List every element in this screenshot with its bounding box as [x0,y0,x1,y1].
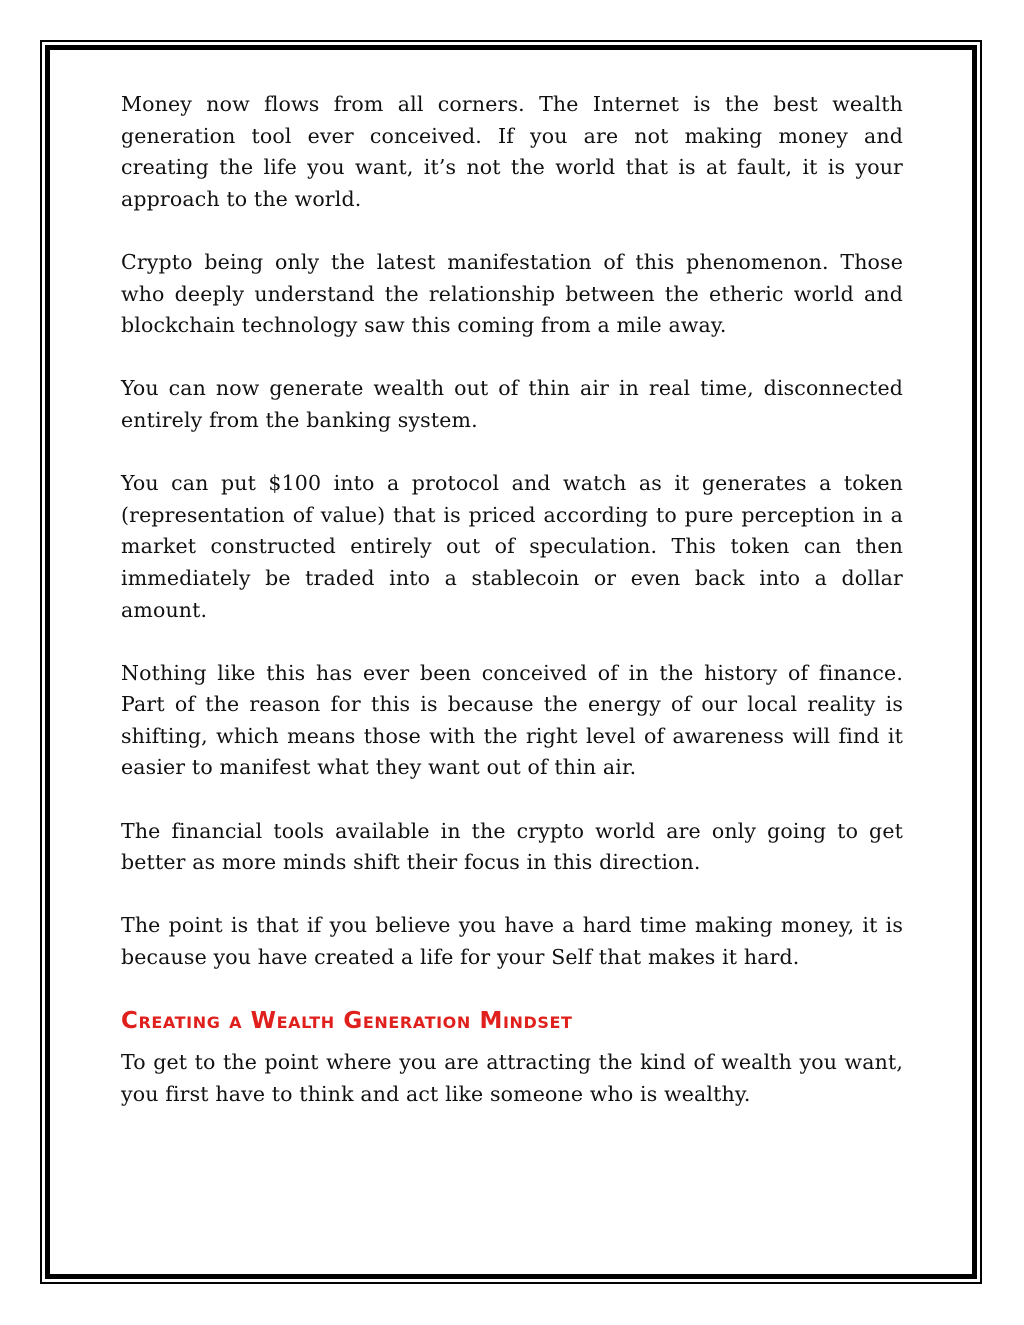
document-body [121,89,903,1142]
paragraph-closing: To get to the point where you are attracting the kind of wealth you want, you first have to think and act like someone who is wealthy. [121,1050,903,1106]
paragraph-thin-air: You can now generate wealth out of thin air in real time, disconnected entirely from the banking system. [121,376,903,432]
paragraph-crypto-phenomenon: Crypto being only the latest manifestation of this phenomenon. Those who deeply understand the relationship between the etheric world and blockchain technology saw this coming from a mile away. [121,249,903,338]
paragraph-internet-wealth: Money now flows from all corners. The Internet is the best wealth generation tool ever conceived. If you are not making money and creating the life you want, it’s not the world that is at fault, it is your approach to the world. [121,92,903,211]
paragraph-financial-tools: The financial tools available in the crypto world are only going to get better as more minds shift their focus in this direction. [121,818,903,875]
paragraph-history-finance: Nothing like this has ever been conceived of in the history of finance. Part of the reason for this is because the energy of our local reality is shifting, which means those with the right level of awareness will find it easier to manifest what they want out of thin air. [121,660,903,780]
paragraph-protocol-token: You can put $100 into a protocol and watch as it generates a token (representation of value) that is priced according to pure perception in a market constructed entirely out of speculation. This token can then immediately be traded into a stablecoin or even back into a dollar amount. [121,471,903,622]
paragraph-hard-time: The point is that if you believe you have a hard time making money, it is because you have created a life for your Self that makes it hard. [121,913,903,970]
section-heading: Creating a Wealth Generation Mindset [121,1008,573,1035]
